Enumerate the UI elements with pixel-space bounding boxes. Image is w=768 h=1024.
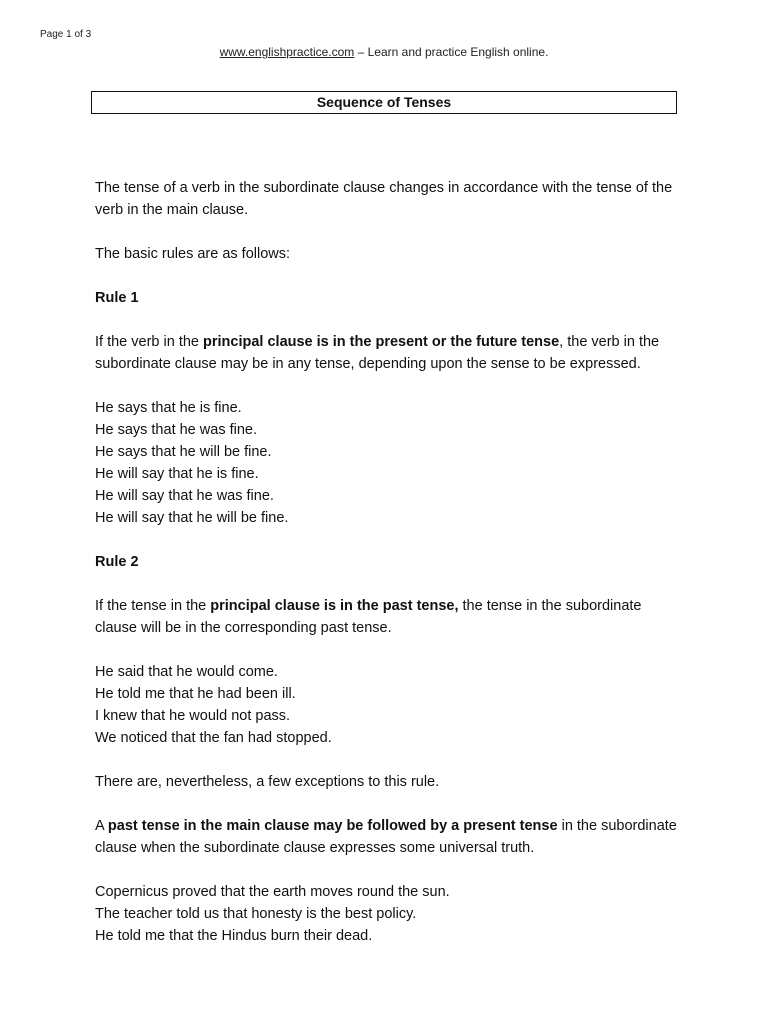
example-line: I knew that he would not pass. bbox=[95, 708, 291, 724]
example-line: He said that he would come. bbox=[95, 664, 278, 680]
example-line: He told me that he had been ill. bbox=[95, 686, 296, 702]
header-tagline: – Learn and practice English online. bbox=[354, 45, 549, 59]
example-line: He will say that he is fine. bbox=[95, 466, 259, 482]
exceptions-paragraph: There are, nevertheless, a few exceptions to this rule. bbox=[95, 774, 440, 790]
rule2-text-bold: principal clause is in the past tense, bbox=[210, 598, 459, 614]
document-title: Sequence of Tenses bbox=[91, 91, 677, 114]
page-header bbox=[0, 45, 768, 59]
exception-text-before: A bbox=[95, 818, 108, 834]
rule2-text-after: the tense in the subordinate clause will be in the corresponding past tense. bbox=[95, 598, 642, 636]
rule1-examples bbox=[95, 397, 680, 529]
example-line: He says that he was fine. bbox=[95, 422, 257, 438]
rule2-paragraph bbox=[95, 595, 680, 639]
exception-rule-paragraph bbox=[95, 815, 680, 859]
example-line: He says that he is fine. bbox=[95, 400, 242, 416]
example-line: The teacher told us that honesty is the best policy. bbox=[95, 906, 417, 922]
example-line: He says that he will be fine. bbox=[95, 444, 272, 460]
rule1-text-before: If the verb in the bbox=[95, 334, 204, 350]
rule2-heading: Rule 2 bbox=[95, 554, 139, 570]
rule1-heading: Rule 1 bbox=[95, 290, 139, 306]
example-line: Copernicus proved that the earth moves round the sun. bbox=[95, 884, 450, 900]
document-body bbox=[95, 177, 680, 969]
rule1-paragraph bbox=[95, 331, 680, 375]
intro-paragraph: The tense of a verb in the subordinate clause changes in accordance with the tense of the verb in the main clause. bbox=[95, 180, 673, 218]
example-line: We noticed that the fan had stopped. bbox=[95, 730, 332, 746]
rule2-examples bbox=[95, 661, 680, 749]
exception-text-after: in the subordinate clause when the subordinate clause expresses some universal truth. bbox=[95, 818, 677, 856]
page-number: Page 1 of 3 bbox=[40, 29, 92, 40]
example-line: He will say that he will be fine. bbox=[95, 510, 289, 526]
example-line: He will say that he was fine. bbox=[95, 488, 274, 504]
basic-rules-paragraph: The basic rules are as follows: bbox=[95, 246, 291, 262]
exception-text-bold: past tense in the main clause may be followed by a present tense bbox=[107, 818, 558, 834]
rule2-text-before: If the tense in the bbox=[95, 598, 211, 614]
website-link[interactable]: www.englishpractice.com bbox=[219, 45, 355, 59]
rule1-text-bold: principal clause is in the present or the future tense bbox=[203, 334, 560, 350]
example-line: He told me that the Hindus burn their dead. bbox=[95, 928, 373, 944]
exception-examples bbox=[95, 881, 680, 947]
rule1-text-after: , the verb in the subordinate clause may be in any tense, depending upon the sense to be expressed. bbox=[95, 334, 660, 372]
